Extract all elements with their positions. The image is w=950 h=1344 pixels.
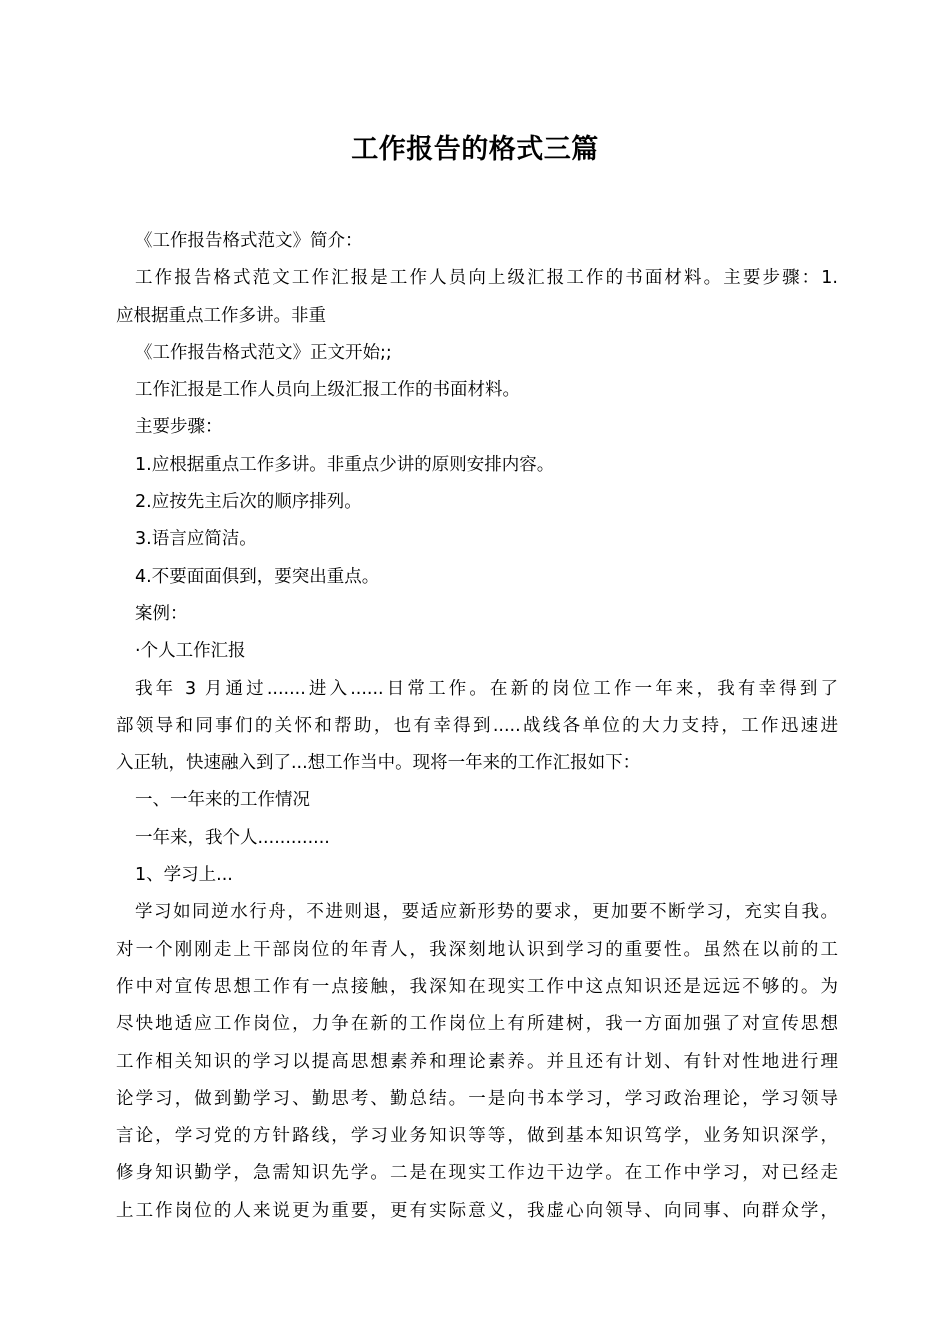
text-line-case-3: 入正轨，快速融入到了...想工作当中。现将一年来的工作汇报如下：	[116, 753, 641, 774]
text-line-body-start: 《工作报告格式范文》正文开始;;	[135, 342, 392, 363]
document-body	[116, 223, 838, 1230]
text-line-study-9: 上工作岗位的人来说更为重要，更有实际意义，我虚心向领导、向同事、向群众学，	[116, 1200, 838, 1221]
text-line-study-6: 论学习，做到勤学习、勤思考、勤总结。一是向书本学习，学习政治理论，学习领导	[116, 1088, 838, 1109]
text-line-study-1: 学习如同逆水行舟，不进则退，要适应新形势的要求，更加要不断学习，充实自我。	[135, 902, 838, 923]
text-line-definition: 工作汇报是工作人员向上级汇报工作的书面材料。	[135, 380, 520, 401]
text-line-study-7: 言论，学习党的方针路线，学习业务知识等等，做到基本知识笃学，业务知识深学，	[116, 1126, 838, 1147]
text-line-step-2: 2.应按先主后次的顺序排列。	[135, 492, 362, 513]
text-line-case-2: 部领导和同事们的关怀和帮助，也有幸得到.....战线各单位的大力支持，工作迅速进	[116, 715, 838, 736]
text-line-section-1: 一、一年来的工作情况	[135, 790, 310, 811]
text-line-case-title: ·个人工作汇报	[135, 641, 246, 662]
text-line-step-3: 3.语言应简洁。	[135, 529, 257, 550]
text-line-steps-heading: 主要步骤：	[135, 417, 223, 438]
text-line-study-3: 作中对宣传思想工作有一点接触，我深知在现实工作中这点知识还是远远不够的。为	[116, 976, 838, 997]
text-line-study-8: 修身知识勤学，急需知识先学。二是在现实工作边干边学。在工作中学习，对已经走	[116, 1163, 838, 1184]
text-line-intro-heading: 《工作报告格式范文》简介：	[135, 231, 363, 251]
text-line-study-4: 尽快地适应工作岗位，力争在新的工作岗位上有所建树，我一方面加强了对宣传思想	[116, 1014, 838, 1035]
text-line-case-1: 我年 3 月通过.......进入......日常工作。在新的岗位工作一年来，我有幸得到了	[135, 678, 838, 699]
text-line-case-heading: 案例：	[135, 603, 188, 624]
text-line-study-2: 对一个刚刚走上干部岗位的年青人，我深刻地认识到学习的重要性。虽然在以前的工	[116, 939, 838, 960]
text-line-study-5: 工作相关知识的学习以提高思想素养和理论素养。并且还有计划、有针对性地进行理	[116, 1051, 838, 1072]
text-line-study-heading: 1、学习上...	[135, 865, 233, 886]
text-line-intro-2: 应根据重点工作多讲。非重	[116, 305, 326, 326]
text-line-step-1: 1.应根据重点工作多讲。非重点少讲的原则安排内容。	[135, 454, 555, 475]
text-line-personal: 一年来，我个人.............	[135, 827, 330, 848]
text-line-intro-1: 工作报告格式范文工作汇报是工作人员向上级汇报工作的书面材料。主要步骤：1.	[135, 268, 838, 289]
text-line-step-4: 4.不要面面俱到，要突出重点。	[135, 566, 380, 587]
document-title: 工作报告的格式三篇	[351, 134, 599, 165]
